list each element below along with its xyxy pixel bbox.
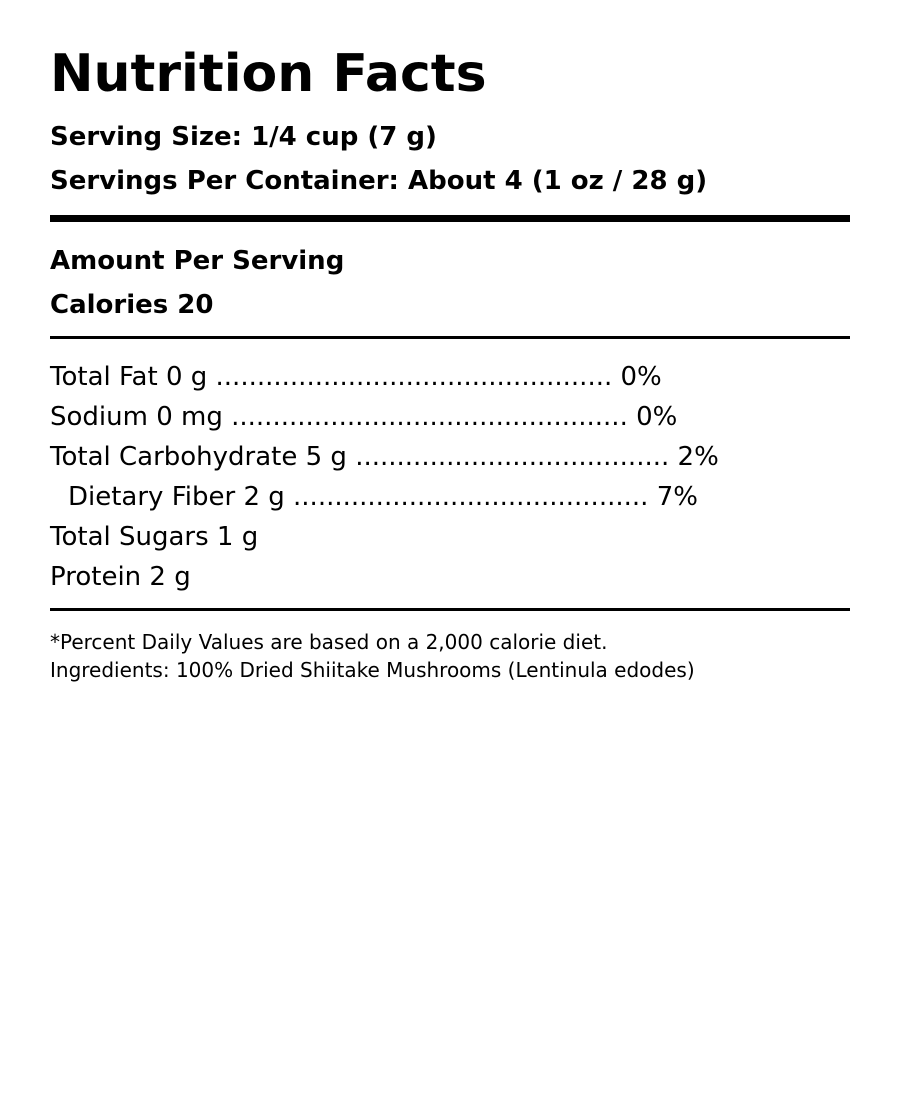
amount-per-serving-heading: Amount Per Serving <box>50 246 345 276</box>
servings-per-container: Servings Per Container: About 4 (1 oz / 28 g) <box>50 166 708 196</box>
nutrient-row-total-fat <box>50 361 662 393</box>
leader-dots: ................................................ <box>231 402 628 432</box>
daily-value-percent: 0% <box>620 362 662 392</box>
nutrient-row-dietary-fiber <box>68 481 698 513</box>
nutrient-label: Sodium 0 mg <box>50 402 223 432</box>
calories: Calories 20 <box>50 290 214 320</box>
ingredients-list: Ingredients: 100% Dried Shiitake Mushrooms (Lentinula edodes) <box>50 658 695 682</box>
page-title: Nutrition Facts <box>50 44 487 104</box>
daily-value-footnote: *Percent Daily Values are based on a 2,000 calorie diet. <box>50 630 608 654</box>
leader-dots: ................................................ <box>215 362 613 392</box>
nutrient-row-sodium <box>50 401 677 433</box>
nutrient-label: Dietary Fiber 2 g <box>68 482 285 512</box>
nutrient-label: Total Sugars 1 g <box>50 522 259 552</box>
nutrient-row-protein <box>50 561 191 593</box>
leader-dots: ...................................... <box>355 442 670 472</box>
daily-value-percent: 0% <box>636 402 678 432</box>
nutrient-label: Total Fat 0 g <box>50 362 208 392</box>
calories-divider <box>50 336 850 339</box>
bottom-divider <box>50 608 850 611</box>
serving-size: Serving Size: 1/4 cup (7 g) <box>50 122 437 152</box>
nutrient-row-total-sugars <box>50 521 258 553</box>
nutrient-row-total-carbohydrate <box>50 441 719 473</box>
leader-dots: ........................................... <box>293 482 649 512</box>
daily-value-percent: 2% <box>677 442 719 472</box>
thick-divider <box>50 215 850 222</box>
nutrient-label: Protein 2 g <box>50 562 191 592</box>
daily-value-percent: 7% <box>656 482 698 512</box>
nutrient-label: Total Carbohydrate 5 g <box>50 442 347 472</box>
